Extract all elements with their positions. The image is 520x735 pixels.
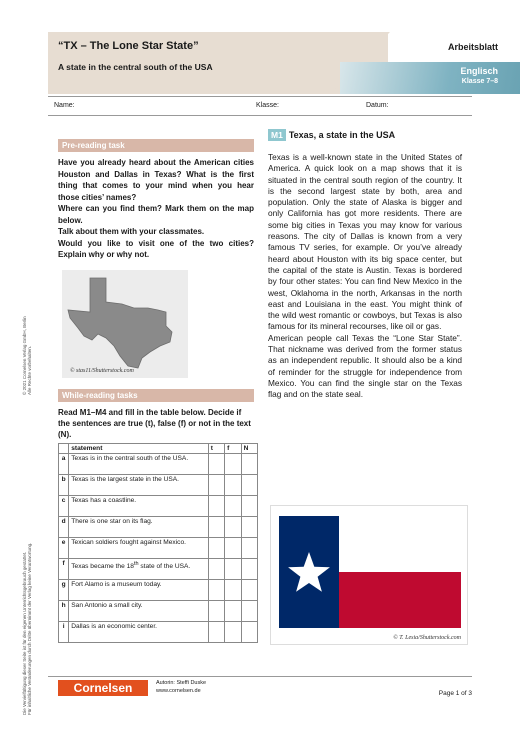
m1-body: Texas is a well-known state in the United States of America. A quick look on a map shows that it is situated in the central south region of the country. It is the second largest state by both, area and population. Only the state of Alaska is bigger and only California has got more residents. There are some big cities in Texas you may know for various reasons. The city of Dallas is known from a very famous TV series, for example. Or you’ve already heard about Houston with its big space center, but the capital of the state is Austin. Texas is bordered by four other states: You can find New Mexico in the west, Oklahoma in the north, Arkansas in the north east and Louisiana in the east. You might think of the wild west romantic or cowboys, but Texas is also famous for its mineral recourses, like oil or gas. American people call Texas the “Lone Star State”. That nickname was derived from the former status as an independent republic. It should also be a kind of reminder for the struggle for independence from Mexico. You can find the single star on the Texas flag and on the state seal. (268, 152, 462, 400)
answer-cell[interactable] (241, 517, 257, 538)
answer-cell[interactable] (208, 517, 224, 538)
answer-cell[interactable] (208, 454, 224, 475)
answer-cell[interactable] (225, 559, 241, 580)
name-label: Name: (54, 102, 75, 109)
m1-badge: M1 (268, 129, 286, 141)
answer-cell[interactable] (225, 622, 241, 643)
answer-cell[interactable] (225, 496, 241, 517)
answer-cell[interactable] (225, 601, 241, 622)
datum-label: Datum: (366, 102, 389, 109)
klasse-label: Klasse: (256, 102, 279, 109)
table-row: c Texas has a coastline. (59, 496, 258, 517)
answer-cell[interactable] (225, 454, 241, 475)
worksheet-subtitle: A state in the central south of the USA (58, 62, 213, 72)
answer-cell[interactable] (241, 475, 257, 496)
grade: Klasse 7–8 (461, 78, 498, 85)
texas-flag-image (270, 505, 468, 645)
answer-cell[interactable] (208, 538, 224, 559)
while-reading-instruction: Read M1–M4 and fill in the table below. Decide if the sentences are true (t), false (f) or not in the text (N). (58, 408, 251, 439)
cornelsen-logo: Cornelsen (58, 680, 148, 696)
page-number: Page 1 of 3 (438, 690, 472, 697)
answer-cell[interactable] (225, 475, 241, 496)
true-false-table (58, 443, 258, 643)
m1-title: Texas, a state in the USA (288, 130, 396, 140)
name-row (48, 96, 472, 116)
col-statement: statement (69, 444, 209, 454)
col-f: f (225, 444, 241, 454)
answer-cell[interactable] (208, 496, 224, 517)
table-row: e Texican soldiers fought against Mexico. (59, 538, 258, 559)
answer-cell[interactable] (208, 622, 224, 643)
answer-cell[interactable] (241, 454, 257, 475)
table-header-row (59, 444, 258, 454)
answer-cell[interactable] (208, 580, 224, 601)
side-copyright: © 2021 Cornelsen Verlag GmbH, Berlin Alle Rechte vorbehalten. (22, 316, 32, 395)
website-link[interactable]: www.cornelsen.de (156, 688, 201, 694)
side-usage: Die Vervielfältigung dieser Seite ist für den eigenen Unterrichtsgebrauch gestattet. Für inhaltliche Veränderungen durch Dritte übernimmt der Verlag keine Verantwortung. (22, 542, 32, 715)
answer-cell[interactable] (241, 622, 257, 643)
answer-cell[interactable] (241, 580, 257, 601)
answer-cell[interactable] (241, 538, 257, 559)
worksheet-title: “TX – The Lone Star State” (58, 40, 199, 52)
flag-credit: © T. Lesia/Shutterstock.com (393, 635, 461, 641)
subject: Englisch (460, 66, 498, 76)
while-reading-heading: While-reading tasks (58, 389, 254, 402)
texas-flag-icon (279, 516, 461, 628)
table-row: i Dallas is an economic center. (59, 622, 258, 643)
answer-cell[interactable] (225, 580, 241, 601)
m1-heading (268, 125, 395, 143)
pre-reading-text: Have you already heard about the American cities Houston and Dallas in Texas? What is the first thing that comes to your mind when you hear those cities’ names? Where can you find them? Mark them on the map below. Talk about them with your classmates. Would you like to visit one of the two cities? Explain why or why not. (58, 158, 254, 259)
answer-cell[interactable] (241, 496, 257, 517)
answer-cell[interactable] (241, 559, 257, 580)
doc-type: Arbeitsblatt (447, 42, 498, 52)
table-row: h San Antonio a small city. (59, 601, 258, 622)
answer-cell[interactable] (208, 559, 224, 580)
table-row: f Texas became the 18th state of the USA. (59, 559, 258, 580)
pre-reading-heading: Pre-reading task (58, 139, 254, 152)
col-t: t (208, 444, 224, 454)
answer-cell[interactable] (225, 517, 241, 538)
answer-cell[interactable] (208, 601, 224, 622)
col-n: N (241, 444, 257, 454)
header (0, 0, 520, 95)
table-row: g Fort Alamo is a museum today. (59, 580, 258, 601)
footer-author: Autorin: Steffi Duske www.cornelsen.de (156, 680, 207, 694)
answer-cell[interactable] (208, 475, 224, 496)
table-row: a Texas is in the central south of the USA. (59, 454, 258, 475)
table-row: d There is one star on its flag. (59, 517, 258, 538)
texas-map (62, 270, 188, 378)
table-row: b Texas is the largest state in the USA. (59, 475, 258, 496)
answer-cell[interactable] (225, 538, 241, 559)
texas-shape-icon (62, 270, 188, 378)
map-credit: © stas11/Shutterstock.com (70, 368, 134, 374)
answer-cell[interactable] (241, 601, 257, 622)
